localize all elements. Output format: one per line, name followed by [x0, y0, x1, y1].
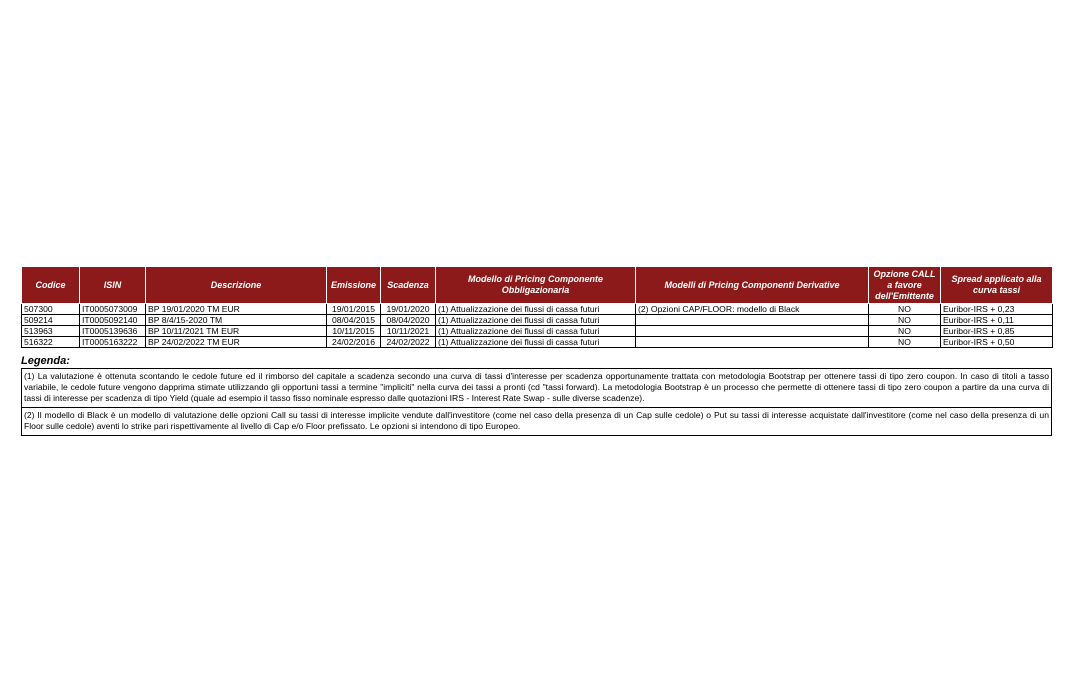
- cell-codice: 507300: [22, 304, 80, 315]
- cell-modello-obbligazionaria: (1) Attualizzazione dei flussi di cassa futuri: [436, 315, 636, 326]
- cell-emissione: 08/04/2015: [327, 315, 381, 326]
- pricing-table: [21, 266, 1053, 348]
- header-descrizione: Descrizione: [146, 267, 327, 304]
- pricing-sheet: [21, 266, 1052, 436]
- cell-scadenza: 08/04/2020: [381, 315, 436, 326]
- header-modello-obbligazionaria: Modello di Pricing Componente Obbligazionaria: [436, 267, 636, 304]
- cell-emissione: 19/01/2015: [327, 304, 381, 315]
- cell-isin: IT0005073009: [80, 304, 146, 315]
- cell-codice: 509214: [22, 315, 80, 326]
- cell-codice: 513963: [22, 326, 80, 337]
- legend-box: [21, 368, 1052, 436]
- table-row: [22, 315, 1053, 326]
- cell-descrizione: BP 10/11/2021 TM EUR: [146, 326, 327, 337]
- cell-descrizione: BP 24/02/2022 TM EUR: [146, 337, 327, 348]
- cell-descrizione: BP 8/4/15-2020 TM: [146, 315, 327, 326]
- table-row: [22, 326, 1053, 337]
- header-isin: ISIN: [80, 267, 146, 304]
- header-row: [22, 267, 1053, 304]
- cell-emissione: 10/11/2015: [327, 326, 381, 337]
- cell-modello-obbligazionaria: (1) Attualizzazione dei flussi di cassa futuri: [436, 304, 636, 315]
- cell-opzione-call: NO: [869, 304, 941, 315]
- cell-spread: Euribor-IRS + 0,23: [941, 304, 1053, 315]
- legend-note-1: (1) La valutazione è ottenuta scontando le cedole future ed il rimborso del capitale a scadenza secondo una curva di tassi d'interesse per scadenza opportunamente trattata con metodologia Bootstrap per ottenere tassi di tipo zero coupon. In caso di titoli a tasso variabile, le cedole future vengono dapprima stimate utilizzando gli opportuni tassi a termine "impliciti" nella curva dei tassi a pronti (cd "tassi forward). La metodologia Bootstrap è un processo che permette di ottenere tassi di tipo zero coupon a partire da una curva di tassi di interesse per scadenza di tipo Yield (quale ad esempio il tasso fisso nominale espresso dalle quotazioni IRS - Interest Rate Swap - sulle diverse scadenze).: [24, 371, 1049, 403]
- cell-opzione-call: NO: [869, 326, 941, 337]
- cell-opzione-call: NO: [869, 337, 941, 348]
- cell-emissione: 24/02/2016: [327, 337, 381, 348]
- cell-isin: IT0005092140: [80, 315, 146, 326]
- table-row: [22, 337, 1053, 348]
- cell-modello-obbligazionaria: (1) Attualizzazione dei flussi di cassa futuri: [436, 337, 636, 348]
- cell-codice: 516322: [22, 337, 80, 348]
- cell-opzione-call: NO: [869, 315, 941, 326]
- header-codice: Codice: [22, 267, 80, 304]
- cell-scadenza: 19/01/2020: [381, 304, 436, 315]
- cell-spread: Euribor-IRS + 0,11: [941, 315, 1053, 326]
- cell-descrizione: BP 19/01/2020 TM EUR: [146, 304, 327, 315]
- legend-note-2: (2) Il modello di Black è un modello di valutazione delle opzioni Call su tassi di interesse implicite vendute dall'investitore (come nel caso della presenza di un Cap sulle cedole) o Put su tassi di interesse acquistate dall'investitore (come nel caso della presenza di un Floor sulle cedole) aventi lo strike pari rispettivamente al livello di Cap e/o Floor prefissato. Le opzioni si intendono di tipo Europeo.: [22, 407, 1051, 435]
- header-spread: Spread applicato alla curva tassi: [941, 267, 1053, 304]
- cell-modelli-derivative: [636, 337, 869, 348]
- cell-modelli-derivative: [636, 315, 869, 326]
- cell-spread: Euribor-IRS + 0,85: [941, 326, 1053, 337]
- cell-scadenza: 24/02/2022: [381, 337, 436, 348]
- cell-spread: Euribor-IRS + 0,50: [941, 337, 1053, 348]
- cell-isin: IT0005163222: [80, 337, 146, 348]
- cell-modelli-derivative: (2) Opzioni CAP/FLOOR: modello di Black: [636, 304, 869, 315]
- header-opzione-call: Opzione CALL a favore dell'Emittente: [869, 267, 941, 304]
- table-row: [22, 304, 1053, 315]
- legend-title: Legenda:: [21, 355, 70, 367]
- header-modelli-derivative: Modelli di Pricing Componenti Derivative: [636, 267, 869, 304]
- cell-scadenza: 10/11/2021: [381, 326, 436, 337]
- cell-isin: IT0005139636: [80, 326, 146, 337]
- header-emissione: Emissione: [327, 267, 381, 304]
- cell-modello-obbligazionaria: (1) Attualizzazione dei flussi di cassa futuri: [436, 326, 636, 337]
- cell-modelli-derivative: [636, 326, 869, 337]
- header-scadenza: Scadenza: [381, 267, 436, 304]
